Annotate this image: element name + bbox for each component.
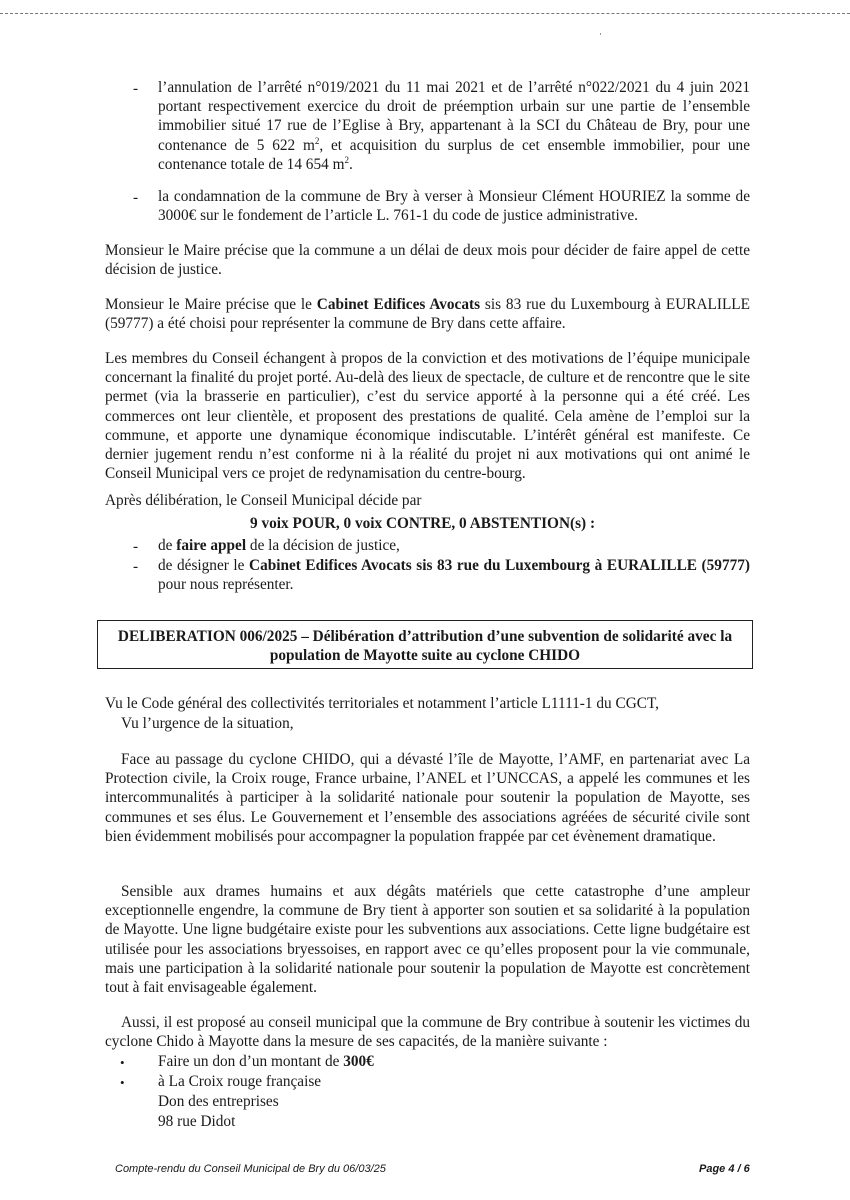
don-montant: Faire un don d’un montant de 300€ bbox=[158, 1053, 374, 1070]
para-delai: Monsieur le Maire précise que la commune a un délai de deux mois pour décider de faire appel de cette décision de justice. bbox=[105, 242, 750, 279]
vu-urgence: Vu l’urgence de la situation, bbox=[121, 715, 294, 732]
bullet-dot: • bbox=[120, 1055, 125, 1070]
top-dashed-rule bbox=[0, 13, 850, 14]
bullet-dot: • bbox=[120, 1075, 125, 1090]
don-destinataire: à La Croix rouge française bbox=[158, 1073, 322, 1090]
address-line: 98 rue Didot bbox=[158, 1113, 236, 1130]
vote-result: 9 voix POUR, 0 voix CONTRE, 0 ABSTENTION(s) : bbox=[250, 515, 596, 532]
page-number: Page 4 / 6 bbox=[699, 1163, 750, 1175]
bullet-dash: - bbox=[133, 538, 139, 555]
deliberation-intro: Après délibération, le Conseil Municipal décide par bbox=[105, 492, 422, 509]
para-aussi: Aussi, il est proposé au conseil municipal que la commune de Bry contribue à soutenir les victimes du cyclone Chido à Mayotte dans la mesure de ses capacités, de la manière suivante : bbox=[105, 1014, 750, 1051]
bullet-annulation: l’annulation de l’arrêté n°019/2021 du 11 mai 2021 et de l’arrêté n°022/2021 du 4 juin 2021 portant respectivement exercice du droit de préemption urbain sur une partie de l’ensemble immobilier situé 17 rue de l’Eglise à Bry, appartenant à la SCI du Château de Bry, pour une contenance de 5 622 $m^2$, et acquisition du surplus de cet ensemble immobilier, pour une contenance totale de 14 654 $m^2$. bbox=[158, 79, 750, 173]
bullet-dash: - bbox=[133, 80, 139, 97]
para-sensible: Sensible aux drames humains et aux dégâts matériels que cette catastrophe d’une ampleur exceptionnelle engendre, la commune de Bry tient à apporter son soutien et sa solidarité à la population de Mayotte. Une ligne budgétaire existe pour les subventions aux associations. Cette ligne budgétaire est utilisée pour les associations bryessoises, en rapport avec ce qu’elles proposent pour la vie communale, mais une participation à la solidarité nationale pour soutenir la population de Mayotte est concrètement tout à fait envisageable également. bbox=[105, 883, 750, 997]
bullet-condamnation: la condamnation de la commune de Bry à verser à Monsieur Clément HOURIEZ la somme de 3000€ sur le fondement de l’article L. 761-1 du code de justice administrative. bbox=[158, 188, 750, 225]
para-membres: Les membres du Conseil échangent à propos de la conviction et des motivations de l’équipe municipale concernant la finalité du projet porté. Au-delà des lieux de spectacle, de culture et de rencontre que le site permet (via la brasserie en particulier), c’est du service apporté à la personne qui a été créé. Les commerces ont leur clientèle, et proposent des prestations de qualité. Cela amène de l’emploi sur la commune, et apporte une dynamique économique indiscutable. L’intérêt général est manifeste. Ce dernier jugement rendu n’est conforme ni à la réalité du projet ni aux motivations qui ont animé le Conseil Municipal vers ce projet de redynamisation du centre-bourg. bbox=[105, 350, 750, 483]
bullet-dash: - bbox=[133, 558, 139, 575]
bullet-dash: - bbox=[133, 189, 139, 206]
address-line: Don des entreprises bbox=[158, 1093, 279, 1110]
vu-code: Vu le Code général des collectivités territoriales et notamment l’article L1111-1 du CGCT, bbox=[105, 695, 659, 712]
deliberation-title: DELIBERATION 006/2025 – Délibération d’attribution d’une subvention de solidarité avec la population de Mayotte suite au cyclone CHIDO bbox=[117, 628, 733, 664]
para-cabinet: Monsieur le Maire précise que le Cabinet Edifices Avocats sis 83 rue du Luxembourg à EURALILLE (59777) a été choisi pour représenter la commune de Bry dans cette affaire. bbox=[105, 296, 750, 333]
decision-cabinet: de désigner le Cabinet Edifices Avocats sis 83 rue du Luxembourg à EURALILLE (59777) pour nous représenter. bbox=[158, 557, 750, 594]
decision-appel: de faire appel de la décision de justice, bbox=[158, 537, 400, 554]
para-cyclone: Face au passage du cyclone CHIDO, qui a dévasté l’île de Mayotte, l’AMF, en partenariat avec La Protection civile, la Croix rouge, France urbaine, l’ANEL et l’UNCCAS, a appelé les communes et les intercommunalités à participer à la solidarité nationale pour soutenir la population de Mayotte, ses communes et ses élus. Le Gouvernement et l’ensemble des associations agréées de sécurité civile sont bien évidemment mobilisés pour accompagner la population frappée par cet évènement dramatique. bbox=[105, 751, 750, 845]
footer-title: Compte-rendu du Conseil Municipal de Bry du 06/03/25 bbox=[115, 1163, 386, 1175]
deliberation-title-box bbox=[97, 620, 753, 669]
scan-mark bbox=[600, 33, 601, 35]
